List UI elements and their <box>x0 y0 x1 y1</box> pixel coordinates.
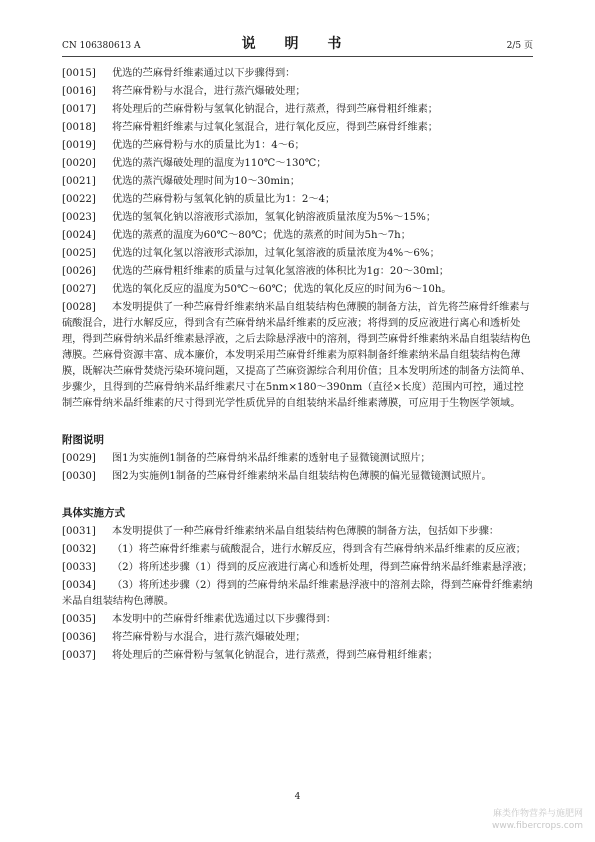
paragraph-number: [0032] <box>62 544 96 555</box>
paragraph <box>62 174 533 190</box>
paragraph <box>62 246 533 262</box>
paragraph-number: [0026] <box>62 266 96 277</box>
paragraph-number: [0031] <box>62 526 96 537</box>
paragraph-text: 优选的过氧化氢以溶液形式添加，过氧化氢溶液的质量浓度为4%～6%； <box>112 248 440 259</box>
paragraph-text: 图1为实施例1制备的苎麻骨纳米晶纤维素的透射电子显微镜测试照片； <box>112 453 431 464</box>
paragraph <box>62 120 533 136</box>
watermark <box>492 808 583 832</box>
paragraph <box>62 264 533 280</box>
paragraph-text: 优选的苎麻骨粉与水的质量比为1：4～6； <box>112 140 305 151</box>
paragraph-number: [0019] <box>62 140 96 151</box>
paragraph-text: 将苎麻骨粗纤维素与过氧化氢混合，进行氧化反应，得到苎麻骨纤维素； <box>112 122 438 133</box>
paragraph <box>62 300 533 412</box>
paragraph-number: [0020] <box>62 158 96 169</box>
paragraph-number: [0017] <box>62 104 96 115</box>
paragraph-text: 优选的氧化反应的温度为50℃～60℃；优选的氧化反应的时间为6～10h。 <box>112 284 452 295</box>
paragraph-number: [0030] <box>62 471 96 482</box>
paragraph-text: 优选的苎麻骨粗纤维素的质量与过氧化氢溶液的体积比为1g：20～30ml； <box>112 266 450 277</box>
paragraph <box>62 524 533 540</box>
paragraph-number: [0035] <box>62 614 96 625</box>
paragraph-text: 优选的蒸汽爆破处理时间为10～30min； <box>112 176 301 187</box>
paragraph-number: [0034] <box>62 580 96 591</box>
paragraph <box>62 612 533 628</box>
paragraph-text: 将苎麻骨粉与水混合，进行蒸汽爆破处理； <box>112 86 306 97</box>
paragraph-number: [0029] <box>62 453 96 464</box>
paragraph <box>62 648 533 664</box>
paragraph-number: [0023] <box>62 212 96 223</box>
paragraph-number: [0037] <box>62 650 96 661</box>
paragraph <box>62 451 533 467</box>
paragraph <box>62 228 533 244</box>
paragraph <box>62 102 533 118</box>
paragraph <box>62 560 533 576</box>
paragraph-text: 优选的苎麻骨粉与氢氧化钠的质量比为1：2～4； <box>112 194 336 205</box>
page-number: 4 <box>294 792 301 802</box>
section-title: 附图说明 <box>62 434 104 446</box>
paragraph-number: [0015] <box>62 68 96 79</box>
paragraph <box>62 138 533 154</box>
document-body <box>62 66 533 666</box>
paragraph-text: （1）将苎麻骨纤维素与硫酸混合，进行水解反应，得到含有苎麻骨纳米晶纤维素的反应液； <box>112 544 526 555</box>
document-title: 说 明 书 <box>241 36 354 52</box>
paragraph-number: [0033] <box>62 562 96 573</box>
paragraph <box>62 542 533 558</box>
paragraph-text: （3）将所述步骤（2）得到的苎麻骨纳米晶纤维素悬浮液中的溶剂去除，得到苎麻骨纤维素纳米晶自组装结构色薄膜。 <box>62 580 533 607</box>
paragraph-text: 本发明中的苎麻骨纤维素优选通过以下步骤得到： <box>112 614 337 625</box>
paragraph-text: 将处理后的苎麻骨粉与氢氧化钠混合，进行蒸煮，得到苎麻骨粗纤维素； <box>112 650 438 661</box>
paragraph <box>62 469 533 485</box>
paragraph-number: [0036] <box>62 632 96 643</box>
paragraph-text: 本发明提供了一种苎麻骨纤维素纳米晶自组装结构色薄膜的制备方法，首先将苎麻骨纤维素与硫酸混合，进行水解反应，得到含有苎麻骨纳米晶纤维素的反应液；将得到的反应液进行离心和透析处理，得到苎麻骨纳米晶纤维素悬浮液，之后去除悬浮液中的溶剂，得到苎麻骨纤维素纳米晶自组装结构色薄膜。苎麻骨资源丰富、成本廉价，本发明采用苎麻骨纤维素为原料制备纤维素纳米晶自组装结构色薄膜，既解决苎麻骨焚烧污染环境问题，又提高了苎麻资源综合利用价值；且本发明所述的制备方法简单、步骤少，且得到的苎麻骨纳米晶纤维素尺寸在5nm×180～390nm（直径×长度）范围内可控，通过控制苎麻骨纳米晶纤维素的尺寸得到光学性质优异的自组装纳米晶纤维素薄膜，可应用于生物医学领域。 <box>62 302 531 409</box>
paragraph-text: 优选的氢氧化钠以溶液形式添加，氢氧化钠溶液质量浓度为5%～15%； <box>112 212 437 223</box>
watermark-site-name: 麻类作物营养与施肥网 <box>492 809 583 819</box>
paragraph <box>62 630 533 646</box>
paragraph-number: [0024] <box>62 230 96 241</box>
page-indicator: 2/5 页 <box>506 41 533 51</box>
paragraph <box>62 192 533 208</box>
publication-number: CN 106380613 A <box>62 41 141 51</box>
paragraph-text: 将处理后的苎麻骨粉与氢氧化钠混合，进行蒸煮，得到苎麻骨粗纤维素； <box>112 104 438 115</box>
paragraph-number: [0018] <box>62 122 96 133</box>
paragraph-number: [0025] <box>62 248 96 259</box>
paragraph <box>62 282 533 298</box>
paragraph <box>62 84 533 100</box>
paragraph <box>62 578 533 610</box>
paragraph-text: 本发明提供了一种苎麻骨纤维素纳米晶自组装结构色薄膜的制备方法，包括如下步骤： <box>112 526 500 537</box>
paragraph-text: 优选的蒸汽爆破处理的温度为110℃～130℃； <box>112 158 327 169</box>
paragraph-number: [0027] <box>62 284 96 295</box>
paragraph-number: [0022] <box>62 194 96 205</box>
paragraph <box>62 156 533 172</box>
watermark-url: www.fibercrops.com <box>492 821 583 831</box>
paragraph <box>62 210 533 226</box>
paragraph-text: 将苎麻骨粉与水混合，进行蒸汽爆破处理； <box>112 632 306 643</box>
paragraph-text: （2）将所述步骤（1）得到的反应液进行离心和透析处理，得到苎麻骨纳米晶纤维素悬浮液； <box>112 562 533 573</box>
paragraph-text: 优选的苎麻骨纤维素通过以下步骤得到： <box>112 68 296 79</box>
paragraph-text: 图2为实施例1制备的苎麻骨纤维素纳米晶自组装结构色薄膜的偏光显微镜测试照片。 <box>112 471 492 482</box>
paragraph <box>62 66 533 82</box>
paragraph-number: [0016] <box>62 86 96 97</box>
section-title: 具体实施方式 <box>62 507 125 519</box>
page-header <box>62 28 533 57</box>
paragraph-text: 优选的蒸煮的温度为60℃～80℃；优选的蒸煮的时间为5h～7h； <box>112 230 411 241</box>
paragraph-number: [0028] <box>62 302 96 313</box>
paragraph-number: [0021] <box>62 176 96 187</box>
